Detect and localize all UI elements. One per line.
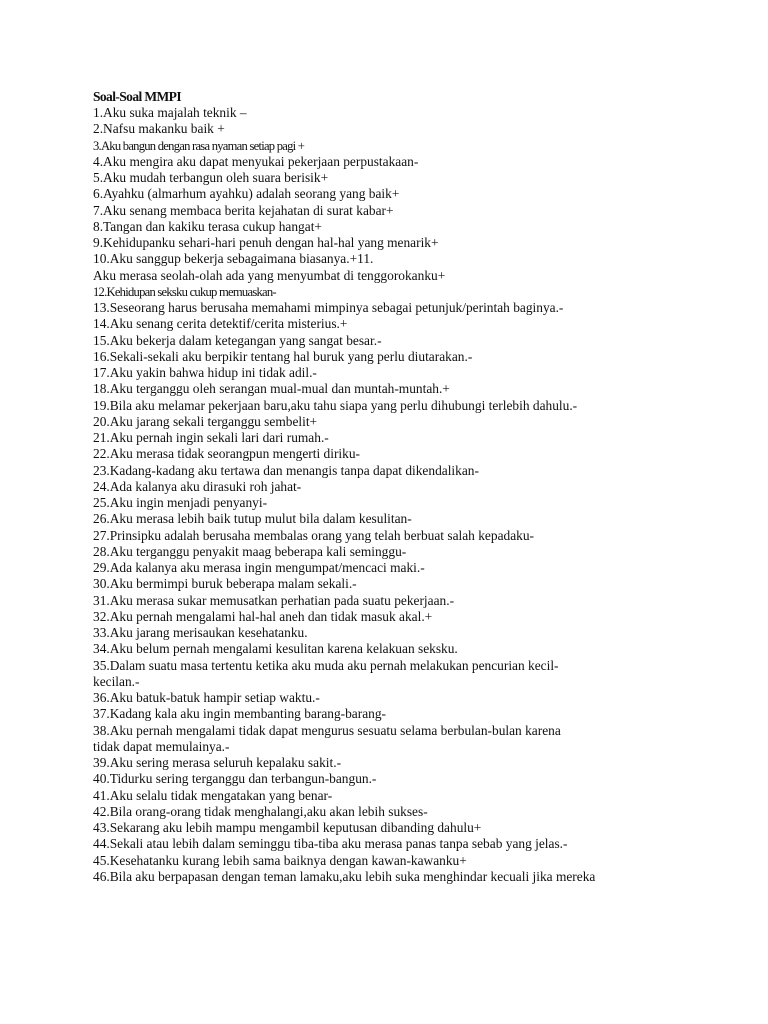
question-line: 25.Aku ingin menjadi penyanyi- xyxy=(93,495,268,510)
question-line: 23.Kadang-kadang aku tertawa dan menangis tanpa dapat dikendalikan- xyxy=(93,462,479,478)
question-line: 24.Ada kalanya aku dirasuki roh jahat- xyxy=(93,478,302,494)
question-line: 40.Tidurku sering terganggu dan terbangun-bangun.- xyxy=(93,771,377,787)
question-line: 2.Nafsu makanku baik + xyxy=(93,121,225,137)
question-line: 4.Aku mengira aku dapat menyukai pekerjaan perpustakaan- xyxy=(93,153,419,169)
question-line: 37.Kadang kala aku ingin membanting barang-barang- xyxy=(93,706,387,722)
question-line: 15.Aku bekerja dalam ketegangan yang sangat besar.- xyxy=(93,332,382,348)
question-line: 12.Kehidupan seksku cukup memuaskan- xyxy=(93,284,276,299)
question-line: 6.Ayahku (almarhum ayahku) adalah seorang yang baik+ xyxy=(93,186,400,202)
question-line: Aku merasa seolah-olah ada yang menyumbat di tenggorokanku+ xyxy=(93,267,446,283)
question-line: 18.Aku terganggu oleh serangan mual-mual dan muntah-muntah.+ xyxy=(93,381,450,397)
question-line: 28.Aku terganggu penyakit maag beberapa kali seminggu- xyxy=(93,543,407,559)
document-title: Soal-Soal MMPI xyxy=(93,89,181,104)
question-line: tidak dapat memulainya.- xyxy=(93,738,230,754)
question-line: kecilan.- xyxy=(93,673,140,689)
question-line: 10.Aku sanggup bekerja sebagaimana biasanya.+11. xyxy=(93,251,374,267)
question-line: 21.Aku pernah ingin sekali lari dari rumah.- xyxy=(93,430,329,445)
question-line: 5.Aku mudah terbangun oleh suara berisik+ xyxy=(93,170,329,185)
question-line: 33.Aku jarang merisaukan kesehatanku. xyxy=(93,625,308,640)
question-line: 22.Aku merasa tidak seorangpun mengerti diriku- xyxy=(93,446,360,462)
question-line: 45.Kesehatanku kurang lebih sama baiknya dengan kawan-kawanku+ xyxy=(93,852,467,868)
question-line: 31.Aku merasa sukar memusatkan perhatian pada suatu pekerjaan.- xyxy=(93,592,455,608)
question-line: 30.Aku bermimpi buruk beberapa malam sekali.- xyxy=(93,576,357,592)
question-line: 42.Bila orang-orang tidak menghalangi,aku akan lebih sukses- xyxy=(93,803,428,819)
question-line: 17.Aku yakin bahwa hidup ini tidak adil.- xyxy=(93,365,317,380)
question-line: 27.Prinsipku adalah berusaha membalas orang yang telah berbuat salah kepadaku- xyxy=(93,527,534,543)
question-line: 19.Bila aku melamar pekerjaan baru,aku tahu siapa yang perlu dihubungi terlebih dahulu.- xyxy=(93,397,578,413)
document-body xyxy=(93,89,753,885)
question-line: 39.Aku sering merasa seluruh kepalaku sakit.- xyxy=(93,755,342,770)
question-line: 13.Seseorang harus berusaha memahami mimpinya sebagai petunjuk/perintah baginya.- xyxy=(93,300,564,315)
question-line: 7.Aku senang membaca berita kejahatan di surat kabar+ xyxy=(93,202,394,218)
question-line: 44.Sekali atau lebih dalam seminggu tiba-tiba aku merasa panas tanpa sebab yang jelas.- xyxy=(93,836,568,852)
question-line: 36.Aku batuk-batuk hampir setiap waktu.- xyxy=(93,690,320,705)
question-line: 43.Sekarang aku lebih mampu mengambil keputusan dibanding dahulu+ xyxy=(93,820,482,835)
question-line: 3.Aku bangun dengan rasa nyaman setiap pagi + xyxy=(93,138,305,153)
question-line: 9.Kehidupanku sehari-hari penuh dengan hal-hal yang menarik+ xyxy=(93,235,439,250)
question-line: 38.Aku pernah mengalami tidak dapat mengurus sesuatu selama berbulan-bulan karena xyxy=(93,722,561,738)
question-line: 1.Aku suka majalah teknik – xyxy=(93,105,247,120)
question-line: 35.Dalam suatu masa tertentu ketika aku muda aku pernah melakukan pencurian kecil- xyxy=(93,657,559,673)
question-line: 20.Aku jarang sekali terganggu sembelit+ xyxy=(93,413,318,429)
question-line: 29.Ada kalanya aku merasa ingin mengumpat/mencaci maki.- xyxy=(93,560,425,575)
question-line: 46.Bila aku berpapasan dengan teman lamaku,aku lebih suka menghindar kecuali jika mereka xyxy=(93,868,596,884)
question-line: 8.Tangan dan kakiku terasa cukup hangat+ xyxy=(93,218,322,234)
question-line: 26.Aku merasa lebih baik tutup mulut bila dalam kesulitan- xyxy=(93,511,412,527)
question-line: 41.Aku selalu tidak mengatakan yang benar- xyxy=(93,787,333,803)
question-line: 32.Aku pernah mengalami hal-hal aneh dan tidak masuk akal.+ xyxy=(93,608,433,624)
question-line: 34.Aku belum pernah mengalami kesulitan karena kelakuan seksku. xyxy=(93,641,458,657)
question-line: 14.Aku senang cerita detektif/cerita misterius.+ xyxy=(93,316,348,332)
question-list xyxy=(93,105,753,885)
question-line: 16.Sekali-sekali aku berpikir tentang hal buruk yang perlu diutarakan.- xyxy=(93,348,473,364)
